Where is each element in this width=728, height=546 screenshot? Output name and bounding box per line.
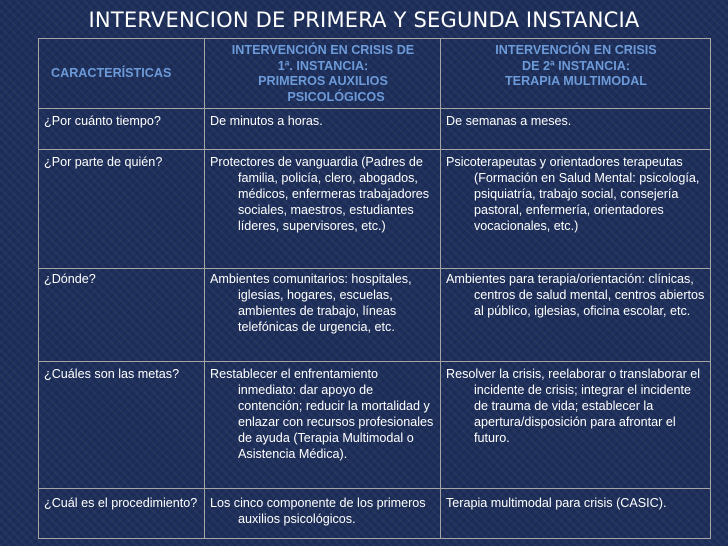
question-text: ¿Por parte de quién? bbox=[44, 155, 163, 169]
header-first-line-4: PSICOLÓGICOS bbox=[287, 89, 385, 104]
first-instance-cell bbox=[205, 269, 441, 362]
first-instance-cell bbox=[205, 362, 441, 489]
first-instance-cell bbox=[205, 109, 441, 150]
question-cell bbox=[39, 489, 205, 539]
header-characteristics bbox=[39, 39, 205, 109]
first-instance-cell bbox=[205, 150, 441, 269]
comparison-table bbox=[38, 38, 711, 539]
table-header-row bbox=[39, 39, 711, 109]
header-first-instance bbox=[205, 39, 441, 109]
table-row-where bbox=[39, 269, 711, 362]
table-row-duration bbox=[39, 109, 711, 150]
header-second-line-1: INTERVENCIÓN EN CRISIS bbox=[495, 43, 657, 57]
header-second-line-2: DE 2ª INSTANCIA: bbox=[522, 58, 630, 73]
second-instance-cell bbox=[441, 269, 711, 362]
second-instance-cell bbox=[441, 489, 711, 539]
second-instance-text: Terapia multimodal para crisis (CASIC). bbox=[446, 496, 667, 510]
second-instance-cell bbox=[441, 362, 711, 489]
first-instance-text: Los cinco componente de los primeros auxilios psicológicos. bbox=[210, 496, 426, 526]
first-instance-cell bbox=[205, 489, 441, 539]
header-second-line-3: TERAPIA MULTIMODAL bbox=[504, 74, 647, 88]
header-first-line-3: PRIMEROS AUXILIOS bbox=[258, 74, 388, 88]
second-instance-text: De semanas a meses. bbox=[446, 114, 572, 128]
question-cell bbox=[39, 150, 205, 269]
question-cell bbox=[39, 109, 205, 150]
slide-title: INTERVENCION DE PRIMERA Y SEGUNDA INSTANCIA bbox=[88, 8, 640, 32]
second-instance-cell bbox=[441, 109, 711, 150]
first-instance-text: Ambientes comunitarios: hospitales, iglesias, hogares, escuelas, ambientes de trabajo, líneas telefónicas de urgencia, etc. bbox=[210, 272, 412, 334]
second-instance-text: Ambientes para terapia/orientación: clínicas, centros de salud mental, centros abiertos al público, iglesias, oficina escolar, etc. bbox=[446, 272, 705, 318]
question-text: ¿Por cuánto tiempo? bbox=[44, 114, 161, 128]
question-text: ¿Cuál es el procedimiento? bbox=[44, 496, 198, 510]
second-instance-text: Resolver la crisis, reelaborar o translaborar el incidente de crisis; integrar el incidente de trauma de vida; establecer la apertura/disposición para afrontar el futuro. bbox=[446, 367, 701, 445]
table-row-who bbox=[39, 150, 711, 269]
question-cell bbox=[39, 362, 205, 489]
second-instance-cell bbox=[441, 150, 711, 269]
header-characteristics-label: CARACTERÍSTICAS bbox=[51, 66, 172, 81]
first-instance-text: Protectores de vanguardia (Padres de familia, policía, clero, abogados, médicos, enfermeras trabajadores sociales, maestros, estudiantes líderes, supervisores, etc.) bbox=[210, 155, 430, 233]
question-text: ¿Dónde? bbox=[44, 272, 96, 286]
second-instance-text: Psicoterapeutas y orientadores terapeutas (Formación en Salud Mental: psicología, psiquiatría, trabajo social, consejería pastoral, enfermería, orientadores vocacionales, etc.) bbox=[446, 155, 700, 233]
first-instance-text: De minutos a horas. bbox=[210, 114, 323, 128]
question-text: ¿Cuáles son las metas? bbox=[44, 367, 180, 381]
header-first-line-2: 1ª. INSTANCIA: bbox=[277, 58, 369, 73]
header-first-line-1: INTERVENCIÓN EN CRISIS DE bbox=[231, 43, 415, 57]
first-instance-text: Restablecer el enfrentamiento inmediato: dar apoyo de contención; reducir la mortalidad y enlazar con recursos profesionales de ayuda (Terapia Multimodal o Asistencia Médica). bbox=[210, 367, 434, 461]
header-second-instance bbox=[441, 39, 711, 109]
table-row-goals bbox=[39, 362, 711, 489]
table-row-procedure bbox=[39, 489, 711, 539]
question-cell bbox=[39, 269, 205, 362]
